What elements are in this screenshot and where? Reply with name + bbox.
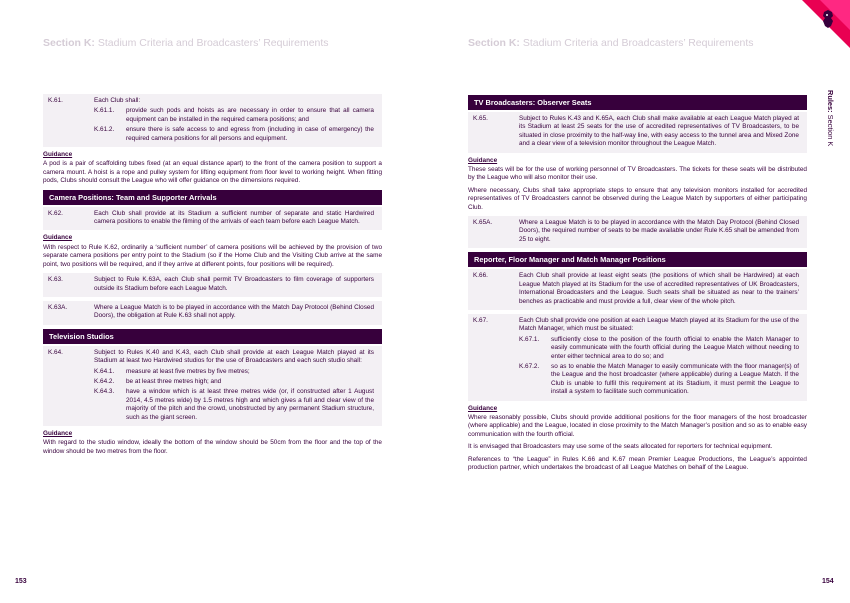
rule-text: Subject to Rules K.40 and K.43, each Club shall provide at each League Match played at its Stadium at least two Hardwired studios for the use of Broadcasters and each such studio shall: [94,348,374,365]
rule-number: K.67. [473,316,488,324]
guidance-text: A pod is a pair of scaffolding tubes fixed (at an equal distance apart) to the front of the camera position to support a camera mount. A hoist is a rope and pulley system for lifting equipment from floor level to working height. When fitting pods, Clubs should consult the League who will offer guidance on the dimensions required. [43,160,382,185]
guidance-text: With respect to Rule K.62, ordinarily a ‘sufficient number’ of camera positions will be achieved by the provision of two separate camera positions per entry point to the Stadium (so if the Home Club and the Visiting Club arrive at the same point, two positions will be required, and if they arrive at different points, four positions will be required). [43,243,382,268]
rule-k62 [43,207,382,231]
sub-rule [94,107,374,124]
rule-number: K.65A. [473,219,493,227]
section-heading-camera-positions: Camera Positions: Team and Supporter Arrivals [43,190,382,205]
sub-rule-text: be at least three metres high; and [126,377,222,385]
sub-rule-number: K.67.2. [519,362,540,370]
header-title: Stadium Criteria and Broadcasters’ Requirements [94,37,329,49]
guidance-heading: Guidance [43,429,73,437]
sub-rule-number: K.61.1. [94,107,115,115]
rule-text: Each Club shall: [94,97,141,104]
rule-text: Each Club shall provide one position at each League Match played at its Stadium for the use of the Match Manager, which must be situated: [519,316,799,333]
page-number-right: 154 [822,578,834,585]
side-tab-section: Section K [826,112,835,147]
rule-k63a [43,301,382,325]
sub-rule-number: K.67.1. [519,335,540,343]
rule-text: Subject to Rules K.43 and K.65A, each Club shall make available at each League Match played at its Stadium at least 25 seats for the use of accredited representatives of TV Broadcasters, to be situated in close proximity to the half-way line, with easy access to the tunnel area and Mixed Zone and a clear view of a television monitor throughout the League Match. [519,115,799,148]
rule-number: K.61. [48,97,63,104]
sub-rule-text: measure at least five metres by five metres; [126,367,250,375]
sub-rule [94,378,374,386]
rule-number: K.63A. [48,303,68,311]
sub-rule-number: K.64.2. [94,377,115,385]
sub-rule-text: provide such pods and hoists as are necessary in order to ensure that all camera equipment can be installed in the required camera positions; and [126,107,374,123]
guidance-text: References to “the League” in Rules K.66 and K.67 mean Premier League Productions, the League’s appointed production partner, which undertakes the broadcast of all League Matches on behalf of the League. [468,455,807,471]
sub-rule-text: so as to enable the Match Manager to easily communicate with the floor manager(s) of the League and the host broadcaster (where applicable) during a League Match. If the Club is unable to fulfil this requirement at its Stadium, it must permit the League to install a system to facilitate such communication. [551,362,799,396]
sub-rule-number: K.64.3. [94,388,115,396]
sub-rule [94,368,374,376]
header-title: Stadium Criteria and Broadcasters’ Requirements [519,37,754,49]
guidance-text: Where necessary, Clubs shall take appropriate steps to ensure that any television monitors installed for accredited representatives of TV Broadcasters cannot be observed during the League Match by supporters of either participating Club. [468,186,807,211]
guidance-heading: Guidance [468,156,498,164]
sub-rule [519,363,799,397]
rule-number: K.66. [473,272,488,280]
sub-rule [94,126,374,143]
sub-rule-text: sufficiently close to the position of the fourth official to enable the Match Manager to easily communicate with the fourth official during the League Match without needing to enter either technical area to do so; and [551,335,799,360]
guidance-text: With regard to the studio window, ideally the bottom of the window should be 50cm from the floor and the top of the window should be two metres from the floor. [43,439,382,455]
guidance-text: It is envisaged that Broadcasters may use some of the seats allocated for reporters for technical equipment. [468,443,773,451]
header-section-label: Section K: [43,37,95,49]
left-page-content [43,94,382,460]
sub-rule-number: K.61.2. [94,126,115,134]
right-page-content [468,92,807,476]
rule-k61 [43,94,382,147]
rule-k64 [43,346,382,426]
section-heading-observer-seats: TV Broadcasters: Observer Seats [468,95,807,110]
side-tab-label: Rules: [826,90,835,113]
rule-text: Where a League Match is to be played in accordance with the Match Day Protocol (Behind Closed Doors), the required number of seats to be made available under Rule K.65 shall be amended from 25 to eight. [519,219,799,243]
sub-rule [94,388,374,422]
rule-text: Where a League Match is to be played in accordance with the Match Day Protocol (Behind Closed Doors), the obligation at Rule K.63 shall not apply. [94,303,374,320]
rule-k66 [468,269,807,310]
rule-number: K.63. [48,276,63,284]
header-section-label: Section K: [468,37,520,49]
rule-number: K.64. [48,348,63,356]
premier-league-lion-icon [818,9,838,29]
guidance-heading: Guidance [43,234,73,242]
rule-number: K.65. [473,115,488,122]
rule-text: Each Club shall provide at least eight seats (the positions of which shall be Hardwired) at each League Match played at its Stadium for the use of accredited representatives of UK Broadcasters, International Broadcasters and the League. Such seats shall be situated as near to the trainers’ benches as practicable and must provide a full, clear view of the whole pitch. [519,272,799,305]
rule-k63 [43,273,382,297]
rule-k65a [468,216,807,248]
section-heading-reporter-positions: Reporter, Floor Manager and Match Manager Positions [468,252,807,267]
sub-rule-number: K.64.1. [94,367,115,375]
sub-rule-text: ensure there is safe access to and egress from (including in case of emergency) the required camera positions for all persons and equipment. [126,126,374,142]
page-header-right [468,37,754,49]
guidance-heading: Guidance [43,151,73,159]
rule-text: Each Club shall provide at its Stadium a sufficient number of separate and static Hardwired camera positions to enable the filming of the arrivals of each team before each League Match. [94,209,374,226]
rule-k67 [468,314,807,401]
section-heading-television-studios: Television Studios [43,329,382,344]
sub-rule [519,336,799,361]
guidance-text: These seats will be for the use of working personnel of TV Broadcasters. The tickets for these seats will be distributed by the League who will also monitor their use. [468,166,807,182]
rule-number: K.62. [48,209,63,217]
guidance-heading: Guidance [468,404,498,412]
rule-k65 [468,112,807,153]
rule-text: Subject to Rule K.63A, each Club shall permit TV Broadcasters to film coverage of supporters outside its Stadium before each League Match. [94,276,374,292]
side-tab [826,90,835,146]
guidance-text: Where reasonably possible, Clubs should provide additional positions for the floor managers of the host broadcaster (where applicable) and the League, located in close proximity to the Match Manager’s position and so as to enable easy communication with the fourth official. [468,413,807,438]
sub-rule-text: have a window which is at least three metres wide (or, if constructed after 1 August 2014, 4.5 metres wide) by 1.5 metres high and which gives a full and clear view of the majority of the pitch and the crowd, unobstructed by any permanent Stadium structure, such as the giant screen. [126,388,374,421]
page-number-left: 153 [15,578,27,585]
page-header-left [43,37,329,49]
